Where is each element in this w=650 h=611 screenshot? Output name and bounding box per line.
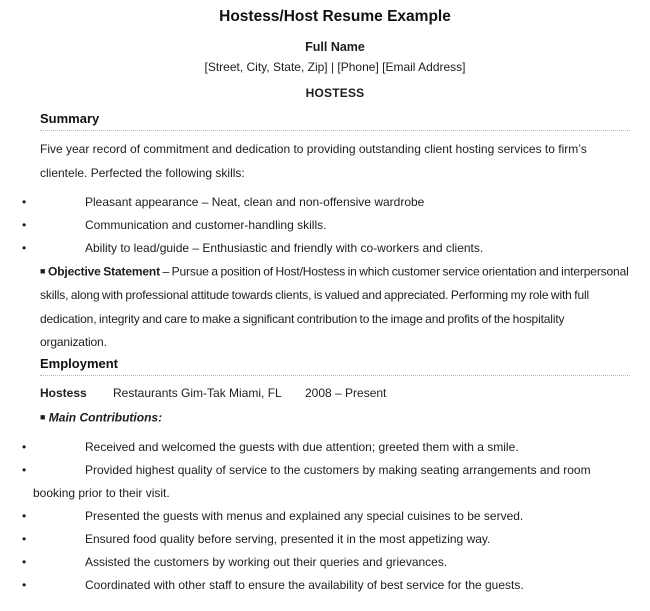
list-item bbox=[22, 574, 630, 597]
bullet-icon: • bbox=[22, 218, 27, 232]
list-item-text: Ability to lead/guide – Enthusiastic and friendly with co-workers and clients. bbox=[85, 241, 484, 255]
list-item-text: Communication and customer-handling skills. bbox=[85, 218, 327, 232]
square-bullet-icon: ■ bbox=[40, 411, 46, 422]
doc-title: Hostess/Host Resume Example bbox=[219, 8, 451, 25]
list-item bbox=[22, 551, 630, 574]
list-item bbox=[22, 505, 630, 528]
list-item-text: Ensured food quality before serving, presented it in the most appetizing way. bbox=[85, 532, 491, 546]
list-item-text: Received and welcomed the guests with due attention; greeted them with a smile. bbox=[85, 440, 519, 454]
contributions-label-text: Main Contributions: bbox=[48, 410, 163, 424]
section-heading-summary: Summary bbox=[40, 110, 630, 131]
job-line bbox=[40, 384, 630, 402]
list-item bbox=[22, 191, 630, 214]
bullet-icon: • bbox=[22, 195, 27, 209]
square-bullet-icon: ■ bbox=[40, 266, 46, 276]
bullet-icon: • bbox=[22, 509, 27, 523]
list-item bbox=[22, 528, 630, 551]
contact-line: [Street, City, State, Zip] | [Phone] [Email Address] bbox=[204, 60, 466, 74]
bullet-icon: • bbox=[22, 463, 27, 477]
list-item bbox=[22, 237, 630, 260]
contributions-list bbox=[22, 436, 630, 597]
list-item-text: Provided highest quality of service to the customers by making seating arrangements and room booking prior to their visit. bbox=[33, 463, 591, 500]
section-heading-employment: Employment bbox=[40, 355, 630, 376]
list-item bbox=[22, 436, 630, 459]
skills-list bbox=[22, 191, 630, 260]
bullet-icon: • bbox=[22, 440, 27, 454]
role-title: HOSTESS bbox=[305, 86, 365, 100]
list-item bbox=[22, 459, 630, 505]
list-item-text: Coordinated with other staff to ensure the availability of best service for the guests. bbox=[85, 578, 524, 592]
summary-intro: Five year record of commitment and dedication to providing outstanding client hosting services to firm’s clientele. Perfected the following skills: bbox=[40, 142, 587, 180]
objective-paragraph bbox=[40, 260, 630, 355]
bullet-icon: • bbox=[22, 578, 27, 592]
contributions-label bbox=[40, 408, 630, 427]
full-name: Full Name bbox=[305, 40, 365, 54]
list-item-text: Pleasant appearance – Neat, clean and non-offensive wardrobe bbox=[85, 195, 425, 209]
job-title: Hostess bbox=[40, 385, 87, 400]
objective-text: – Pursue a position of Host/Hostess in which customer service orientation and interpersonal skills, along with professional attitude towards clients, is valued and appreciated. Performing my role with full dedication, integrity and care to make a significant contribution to the image and profits of the hospitality organization. bbox=[40, 264, 629, 349]
bullet-icon: • bbox=[22, 555, 27, 569]
objective-label: Objective Statement bbox=[48, 264, 160, 279]
list-item bbox=[22, 214, 630, 237]
list-item-text: Assisted the customers by working out their queries and grievances. bbox=[85, 555, 448, 569]
job-company: Restaurants Gim-Tak Miami, FL bbox=[113, 385, 282, 400]
job-dates: 2008 – Present bbox=[305, 385, 387, 400]
bullet-icon: • bbox=[22, 532, 27, 546]
bullet-icon: • bbox=[22, 241, 27, 255]
list-item-text: Presented the guests with menus and explained any special cuisines to be served. bbox=[85, 509, 524, 523]
